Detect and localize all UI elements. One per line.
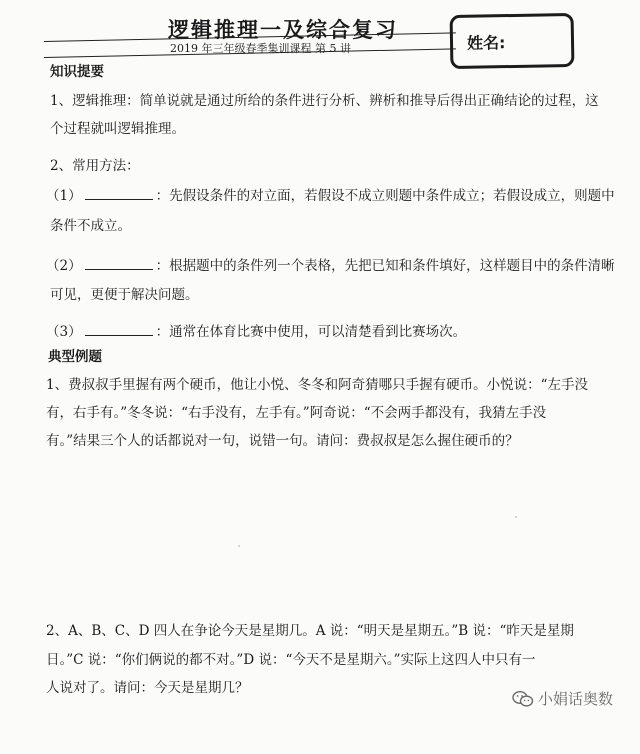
method-1-blank (85, 199, 153, 200)
knowledge-item-2: 2、常用方法： (50, 158, 140, 174)
method-1-number: （1） (46, 188, 82, 204)
wechat-icon (512, 690, 534, 708)
knowledge-item-1-line-1: 1、逻辑推理：简单说就是通过所给的条件进行分析、辨析和推导后得出正确结论的过程，这 (50, 93, 599, 109)
name-box (450, 13, 575, 69)
page-title: 逻辑推理一及综合复习 (168, 17, 398, 42)
method-1-line-2: 条件不成立。 (50, 218, 131, 234)
method-3-line-1 (46, 320, 466, 340)
method-2-blank (85, 269, 153, 270)
name-label: 姓名: (466, 33, 506, 53)
watermark (512, 688, 613, 709)
paper-speck (515, 516, 517, 518)
knowledge-heading: 知识提要 (50, 64, 104, 80)
question-1-line-2: 有，右手有。”冬冬说：“右手没有，左手有。”阿奇说：“不会两手都没有，我猜左手没 (46, 405, 547, 421)
watermark-text: 小娟话奥数 (538, 690, 614, 708)
method-1-line-1 (46, 184, 615, 204)
page-subtitle: 2019 年三年级春季集训课程 第 5 讲 (170, 42, 351, 55)
question-1-line-3: 有。”结果三个人的话都说对一句，说错一句。请问：费叔叔是怎么握住硬币的？ (46, 433, 519, 449)
method-1-text: ：先假设条件的对立面，若假设不成立则题中条件成立；若假设成立，则题中 (155, 188, 615, 204)
method-3-number: （3） (46, 324, 82, 340)
method-2-text: ：根据题中的条件列一个表格，先把已知和条件填好，这样题目中的条件清晰 (155, 258, 615, 274)
question-2-line-3: 人说对了。请问：今天是星期几？ (46, 680, 249, 696)
paper-speck (238, 545, 240, 547)
method-2-line-1 (46, 254, 615, 274)
examples-heading: 典型例题 (48, 349, 102, 365)
question-2-line-2: 日。”C 说：“你们俩说的都不对。”D 说：“今天不是星期六。”实际上这四人中只有一 (46, 652, 536, 668)
method-2-line-2: 可见，更便于解决问题。 (50, 287, 199, 303)
question-2-line-1: 2、A、B、C、D 四人在争论今天是星期几。A 说：“明天是星期五。”B 说：“昨天是星期 (46, 623, 574, 639)
method-2-number: （2） (46, 258, 82, 274)
method-3-text: ：通常在体育比赛中使用，可以清楚看到比赛场次。 (155, 324, 467, 340)
knowledge-item-1-line-2: 个过程就叫逻辑推理。 (50, 121, 185, 137)
method-3-blank (85, 335, 153, 336)
question-1-line-1: 1、费叔叔手里握有两个硬币，他让小悦、冬冬和阿奇猜哪只手握有硬币。小悦说：“左手没 (46, 377, 588, 393)
